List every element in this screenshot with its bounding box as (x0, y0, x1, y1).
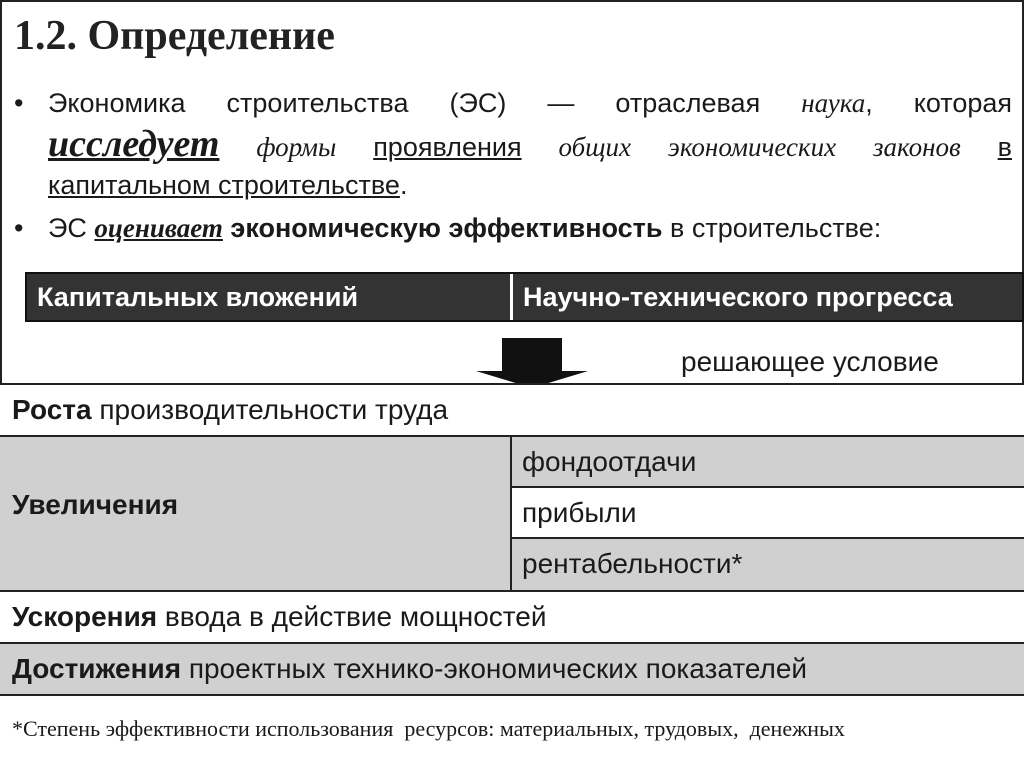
bullet-1-line-1 (48, 82, 1012, 124)
bullet-marker: • (14, 88, 24, 118)
row-uvelicheniya (0, 435, 1024, 590)
bullet-marker-2: • (14, 213, 24, 243)
rost-rest: производительности труда (91, 394, 449, 425)
bullet-1-line-2 (48, 124, 1012, 167)
dost-bold: Достижения (12, 653, 182, 684)
arrow-down-icon (476, 338, 588, 388)
item-rentabelnosti: рентабельности* (510, 537, 1024, 590)
row-dostizheniya (0, 642, 1024, 694)
footnote-text: *Степень эффективности использования ресурсов: материальных, трудовых, денежных (12, 716, 845, 741)
slide-title: 1.2. Определение (14, 13, 335, 59)
dost-rest: проектных технико-экономических показателей (181, 653, 808, 684)
word-kapital-stroitelstvo: капитальном строительстве (48, 170, 400, 200)
text-v-stroitelstve: в строительстве: (662, 213, 882, 243)
word-nauka: наука (801, 88, 866, 118)
text-es-intro: Экономика строительства (ЭС) — отраслевая (48, 88, 802, 118)
header-bar (25, 272, 1024, 322)
row-rost (0, 383, 1024, 435)
word-ocenivaet: оценивает (94, 213, 223, 243)
footnote (0, 694, 1024, 768)
word-obshchih-zakonov: общих экономических законов (521, 132, 998, 162)
deciding-condition-label: решающее условие (681, 346, 939, 377)
header-scientific-progress: Научно-технического прогресса (523, 282, 953, 312)
item-fondootdachi: фондоотдачи (510, 435, 1024, 486)
text-es: ЭС (48, 213, 95, 243)
word-formy: формы (219, 132, 374, 162)
definition-bullets (14, 82, 1012, 249)
header-capital-investments: Капитальных вложений (27, 274, 513, 320)
usk-rest: ввода в действие мощностей (157, 601, 547, 632)
rost-bold: Роста (12, 394, 92, 425)
bullet-1-line-3 (48, 167, 1012, 203)
text-effektivnost: экономическую эффективность (222, 213, 663, 243)
row-uskoreniya (0, 590, 1024, 642)
bullet-evaluation (14, 207, 1012, 249)
usk-bold: Ускорения (12, 601, 158, 632)
word-v: в (997, 132, 1012, 162)
uvelicheniya-label: Увеличения (12, 489, 179, 520)
word-issleduet: исследует (48, 123, 220, 165)
bullet-definition (14, 82, 1012, 203)
item-pribyli: прибыли (510, 486, 1024, 537)
text-period: . (399, 170, 408, 200)
text-kotoraya: , которая (865, 88, 1012, 118)
word-proyavleniya: проявления (373, 132, 522, 162)
